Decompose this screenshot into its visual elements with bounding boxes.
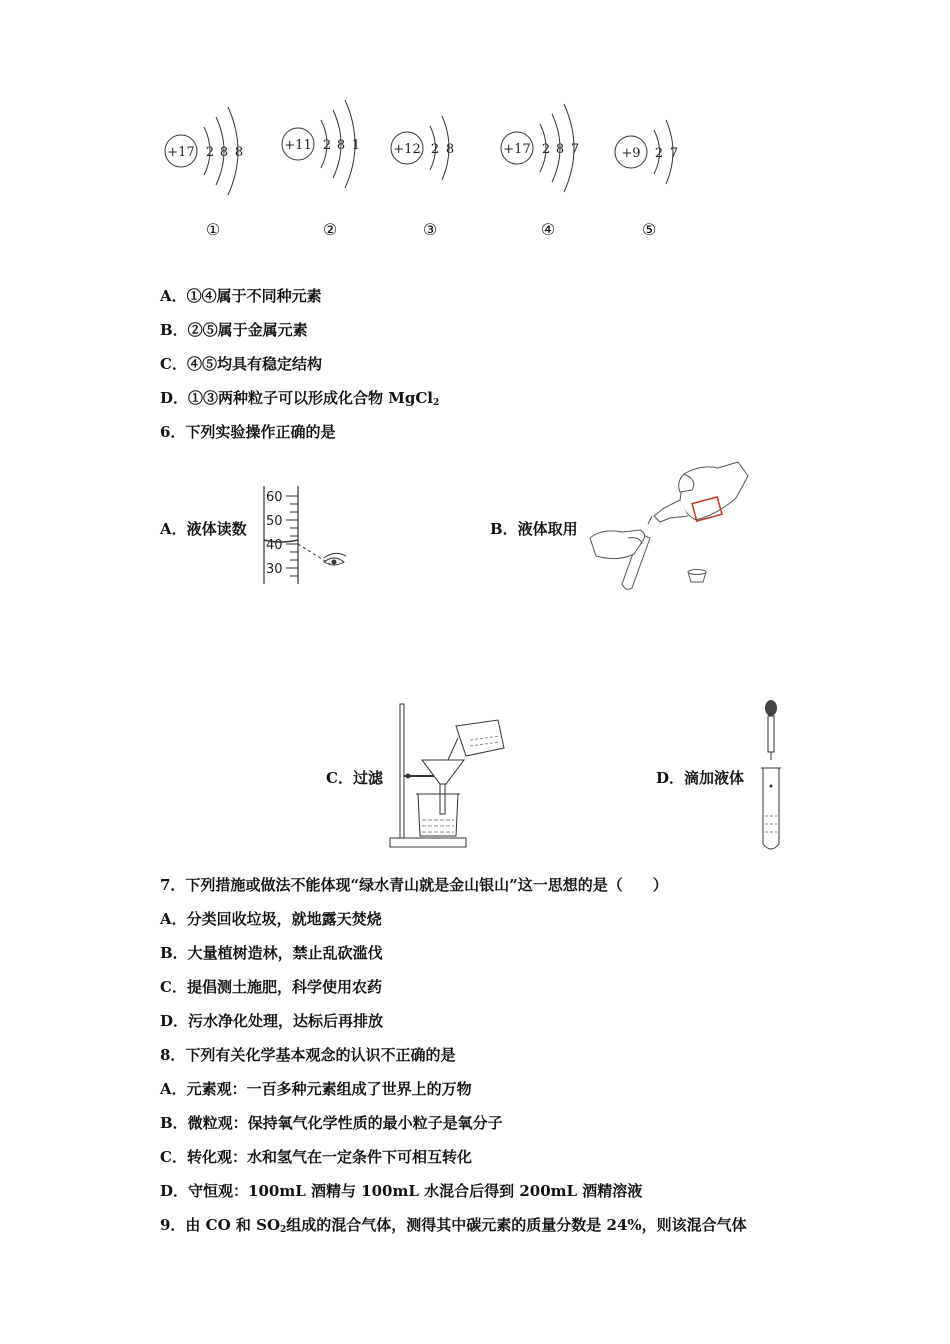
- atom-diagram-1: [160, 95, 255, 205]
- atom-5-shell-1: 2: [654, 146, 664, 161]
- atom-diagram-5: [610, 104, 690, 204]
- atom-2-shell-1: 2: [322, 138, 332, 153]
- atom-label-1: ①: [205, 220, 221, 239]
- q5-option-a: A．①④属于不同种元素: [160, 287, 322, 305]
- atom-2-nucleus: +11: [284, 138, 312, 153]
- q5-option-d-text: D．①③两种粒子可以形成化合物 MgCl: [160, 389, 433, 407]
- q6-option-b-label: B．液体取用: [490, 520, 578, 538]
- atom-4-shell-1: 2: [541, 142, 551, 157]
- atom-3-nucleus: +12: [393, 142, 421, 157]
- q9-stem-suffix: 组成的混合气体，测得其中碳元素的质量分数是 24%，则该混合气体: [286, 1216, 747, 1234]
- atom-2-shell-2: 8: [336, 138, 346, 153]
- atom-3-shell-1: 2: [430, 142, 440, 157]
- atom-1-shell-2: 8: [219, 145, 229, 160]
- atom-3-shell-2: 8: [445, 142, 455, 157]
- q5-option-d-subscript: 2: [432, 398, 440, 408]
- q6-option-d-label: D．滴加液体: [656, 769, 745, 787]
- dropper-figure: [758, 698, 788, 854]
- atom-label-5: ⑤: [641, 220, 657, 239]
- q9-stem-subscript: 2: [280, 1225, 287, 1235]
- q5-option-d: [160, 388, 439, 413]
- q5-option-c: C．④⑤均具有稳定结构: [160, 355, 322, 373]
- atom-4-shell-3: 7: [570, 142, 580, 157]
- atom-5-nucleus: +9: [621, 146, 641, 161]
- atom-2-shell-3: 1: [351, 138, 361, 153]
- atom-1-nucleus: +17: [167, 145, 195, 160]
- q8-option-d: D．守恒观：100mL 酒精与 100mL 水混合后得到 200mL 酒精溶液: [160, 1182, 643, 1200]
- cylinder-tick-40: 40: [266, 538, 283, 553]
- q9-stem-prefix: 9．由 CO 和 SO: [160, 1216, 281, 1234]
- q5-option-b: B．②⑤属于金属元素: [160, 321, 308, 339]
- atom-diagram-4: [496, 92, 591, 202]
- q7-option-b: B．大量植树造林，禁止乱砍滥伐: [160, 944, 383, 962]
- q8-option-c: C．转化观：水和氢气在一定条件下可相互转化: [160, 1148, 472, 1166]
- q7-option-d: D．污水净化处理，达标后再排放: [160, 1012, 384, 1030]
- q9-stem: [160, 1215, 747, 1240]
- q6-option-c-label: C．过滤: [326, 769, 383, 787]
- graduated-cylinder-figure: [258, 482, 358, 592]
- q7-stem: 7．下列措施或做法不能体现“绿水青山就是金山银山”这一思想的是（ ）: [160, 876, 668, 894]
- atom-5-shell-2: 7: [669, 146, 679, 161]
- atom-label-2: ②: [322, 220, 338, 239]
- filtration-figure: [386, 700, 511, 852]
- atom-4-nucleus: +17: [503, 142, 531, 157]
- atom-diagram-2: [277, 88, 372, 198]
- q6-stem: 6．下列实验操作正确的是: [160, 423, 336, 441]
- cylinder-tick-30: 30: [266, 562, 283, 577]
- q8-stem: 8．下列有关化学基本观念的认识不正确的是: [160, 1046, 456, 1064]
- q8-option-b: B．微粒观：保持氧气化学性质的最小粒子是氧分子: [160, 1114, 503, 1132]
- atom-diagram-3: [386, 100, 466, 200]
- q8-option-a: A．元素观：一百多种元素组成了世界上的万物: [160, 1080, 472, 1098]
- q7-option-c: C．提倡测土施肥，科学使用农药: [160, 978, 382, 996]
- cylinder-tick-60: 60: [266, 490, 283, 505]
- atom-label-4: ④: [540, 220, 556, 239]
- q7-option-a: A．分类回收垃圾，就地露天焚烧: [160, 910, 382, 928]
- atom-1-shell-3: 8: [234, 145, 244, 160]
- atom-1-shell-1: 2: [205, 145, 215, 160]
- cylinder-tick-50: 50: [266, 514, 283, 529]
- atom-4-shell-2: 8: [555, 142, 565, 157]
- q6-option-a-label: A．液体读数: [160, 520, 247, 538]
- atom-label-3: ③: [422, 220, 438, 239]
- liquid-pouring-figure: [588, 458, 753, 593]
